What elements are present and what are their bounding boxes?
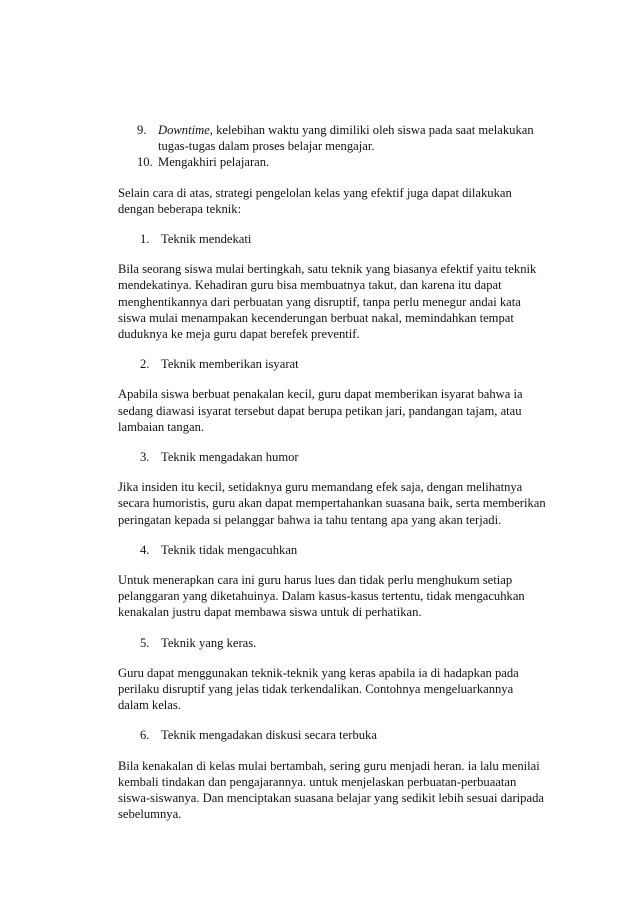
section-body-diskusi: Bila kenakalan di kelas mulai bertambah, sering guru menjadi heran. ia lalu menilai kembali tindakan dan pengajarannya. untuk menjelaskan perbuatan-perbuaatan siswa-siswanya. Dan menciptakan suasana belajar yang sedikit lebih sesuai daripada sebelumnya. (118, 758, 544, 822)
document-body (118, 122, 546, 837)
list-item (118, 154, 546, 170)
section-heading-diskusi (118, 727, 546, 743)
list-item (118, 122, 546, 154)
list-item-term: Downtime (158, 123, 210, 137)
section-heading-isyarat (118, 356, 546, 372)
section-heading-tidak-mengacuhkan (118, 542, 546, 558)
section-body-humor: Jika insiden itu kecil, setidaknya guru memandang efek saja, dengan melihatnya secara humoristis, guru akan dapat mempertahankan suasana baik, serta memberikan peringatan kepada si pelanggar bahwa ia tahu tentang apa yang akan terjadi. (118, 480, 546, 527)
section-title: Teknik mengadakan diskusi secara terbuka (161, 728, 377, 743)
list-item-number: 9. (137, 123, 147, 137)
list-item-text: Mengakhiri pelajaran. (158, 155, 270, 170)
section-body-tidak-mengacuhkan: Untuk menerapkan cara ini guru harus lues dan tidak perlu menghukum setiap pelanggaran yang diketahuinya. Dalam kasus-kasus tertentu, tidak mengacuhkan kenakalan justru dapat membawa siswa untuk di perhatikan. (118, 573, 525, 620)
section-title: Teknik tidak mengacuhkan (161, 542, 298, 557)
section-title: Teknik yang keras. (161, 635, 257, 650)
section-number: 5. (140, 635, 150, 650)
section-title: Teknik mengadakan humor (161, 450, 299, 465)
section-number: 2. (140, 357, 150, 372)
section-body-isyarat: Apabila siswa berbuat penakalan kecil, guru dapat memberikan isyarat bahwa ia sedang diawasi isyarat tersebut dapat berupa petikan jari, pandangan tajam, atau lambaian tangan. (118, 387, 523, 434)
section-number: 6. (140, 728, 150, 743)
section-body-mendekati: Bila seorang siswa mulai bertingkah, satu teknik yang biasanya efektif yaitu teknik mendekatinya. Kehadiran guru bisa membuatnya takut, dan karena itu dapat menghentikannya dari perbuatan yang disruptif, tanpa perlu menegur andai kata siswa mulai menampakan kecenderungan berbuat nakal, memindahkan tempat duduknya ke meja guru dapat berefek preventif. (118, 262, 537, 342)
section-heading-humor (118, 449, 546, 465)
section-title: Teknik mendekati (161, 232, 252, 247)
strategy-list-continued (118, 122, 546, 171)
list-item-text: , kelebihan waktu yang dimiliki oleh siswa pada saat melakukan tugas-tugas dalam proses belajar mengajar. (158, 123, 534, 154)
intro-paragraph: Selain cara di atas, strategi pengelolan kelas yang efektif juga dapat dilakukan dengan beberapa teknik: (118, 185, 512, 216)
section-heading-mendekati (118, 231, 546, 247)
section-heading-keras (118, 635, 546, 651)
section-body-keras: Guru dapat menggunakan teknik-teknik yang keras apabila ia di hadapkan pada perilaku disruptif yang jelas tidak terkendalikan. Contohnya mengeluarkannya dalam kelas. (118, 665, 519, 713)
section-number: 1. (140, 232, 150, 247)
section-number: 4. (140, 542, 150, 557)
section-number: 3. (140, 450, 150, 465)
list-item-number: 10. (137, 155, 153, 170)
section-title: Teknik memberikan isyarat (161, 357, 299, 372)
